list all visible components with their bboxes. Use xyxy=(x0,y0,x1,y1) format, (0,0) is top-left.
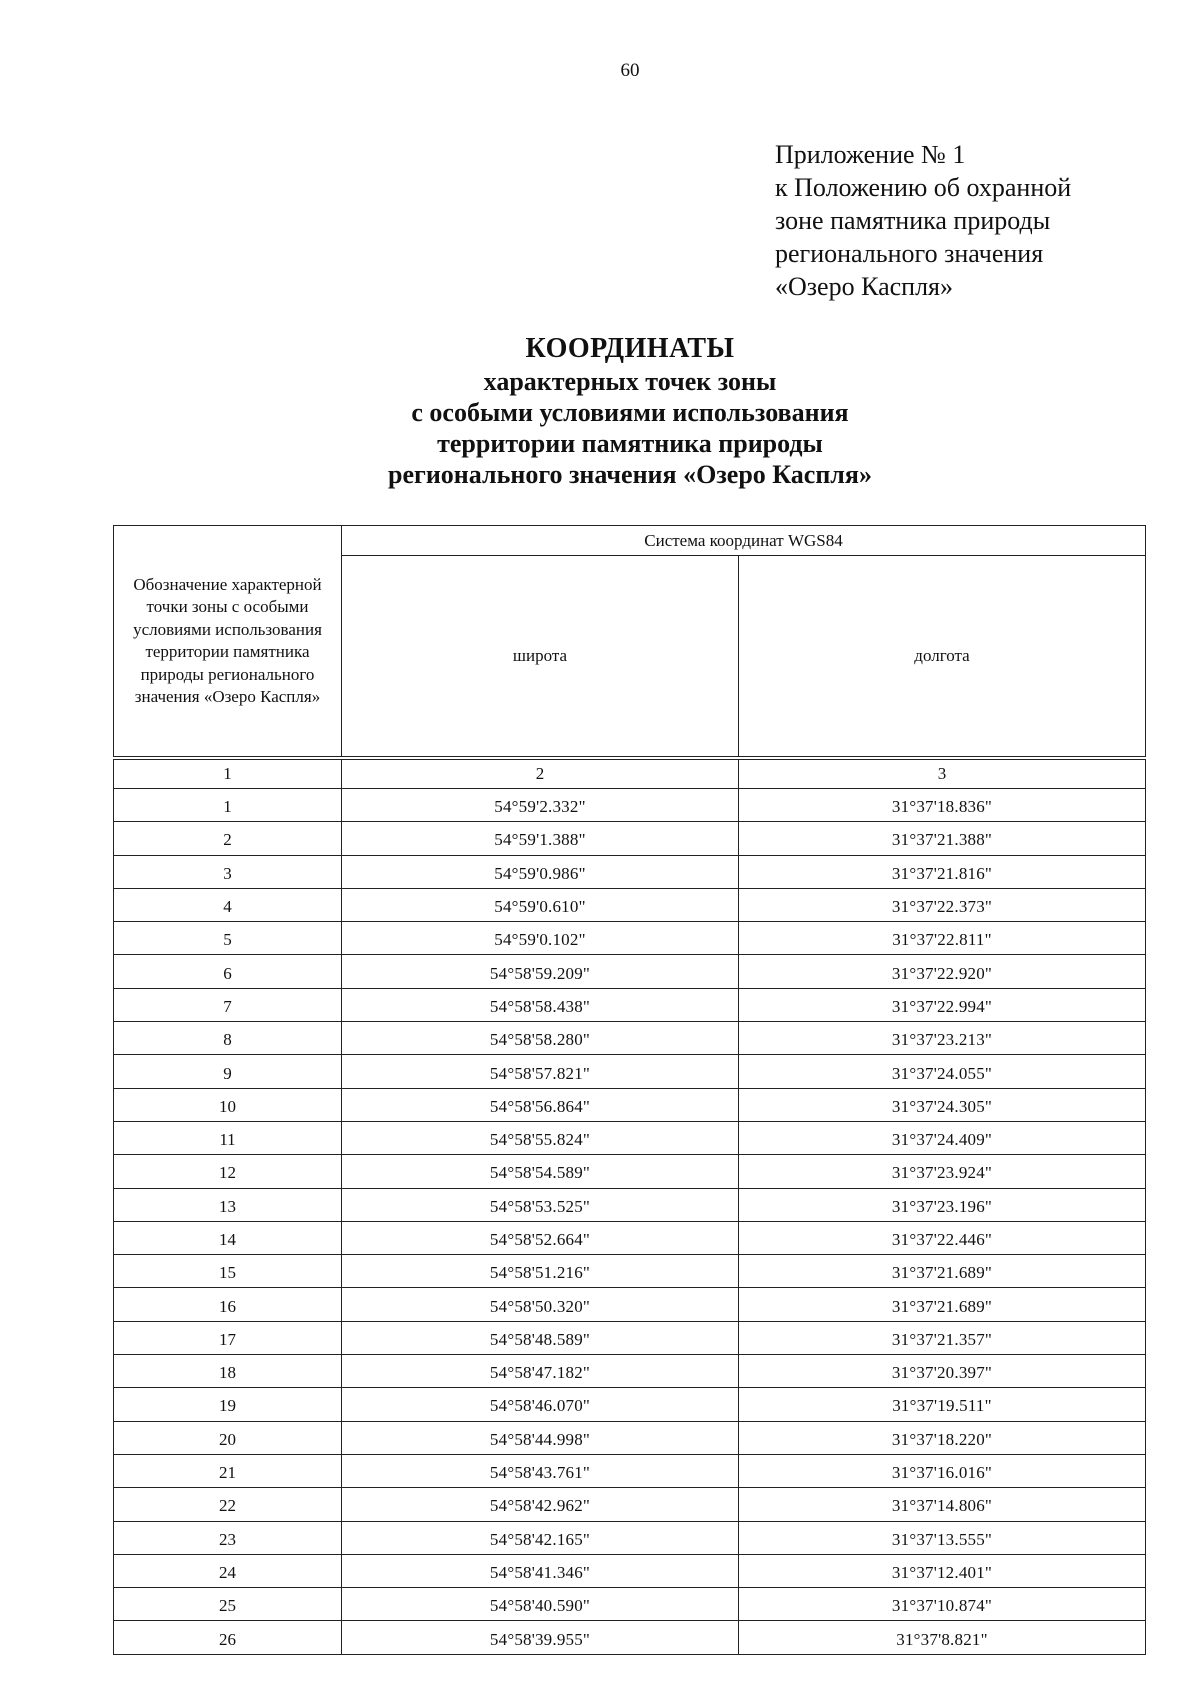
coordinates-table xyxy=(113,525,1146,1655)
longitude-value: 31°37'23.924" xyxy=(739,1155,1146,1188)
table-row xyxy=(114,1588,1146,1621)
table-row xyxy=(114,822,1146,855)
longitude-value: 31°37'13.555" xyxy=(739,1521,1146,1554)
latitude-value: 54°58'54.589" xyxy=(342,1155,739,1188)
table-row xyxy=(114,922,1146,955)
latitude-value: 54°58'58.438" xyxy=(342,988,739,1021)
longitude-value: 31°37'22.373" xyxy=(739,888,1146,921)
latitude-value: 54°58'55.824" xyxy=(342,1121,739,1154)
point-id: 6 xyxy=(114,955,342,988)
longitude-value: 31°37'18.220" xyxy=(739,1421,1146,1454)
longitude-value: 31°37'22.446" xyxy=(739,1221,1146,1254)
table-row xyxy=(114,955,1146,988)
point-id: 21 xyxy=(114,1454,342,1487)
longitude-value: 31°37'12.401" xyxy=(739,1554,1146,1587)
longitude-value: 31°37'21.388" xyxy=(739,822,1146,855)
point-id: 7 xyxy=(114,988,342,1021)
longitude-value: 31°37'21.357" xyxy=(739,1321,1146,1354)
latitude-value: 54°58'59.209" xyxy=(342,955,739,988)
point-id: 1 xyxy=(114,789,342,822)
point-id: 12 xyxy=(114,1155,342,1188)
point-id: 26 xyxy=(114,1621,342,1654)
column-number: 3 xyxy=(739,758,1146,789)
table-row xyxy=(114,1255,1146,1288)
point-id: 23 xyxy=(114,1521,342,1554)
point-id: 14 xyxy=(114,1221,342,1254)
latitude-value: 54°58'57.821" xyxy=(342,1055,739,1088)
latitude-value: 54°58'44.998" xyxy=(342,1421,739,1454)
table-row xyxy=(114,1155,1146,1188)
table-row xyxy=(114,1554,1146,1587)
point-id: 25 xyxy=(114,1588,342,1621)
header-coordinate-system: Система координат WGS84 xyxy=(342,526,1146,556)
latitude-value: 54°58'42.165" xyxy=(342,1521,739,1554)
table-row xyxy=(114,1188,1146,1221)
point-id: 17 xyxy=(114,1321,342,1354)
latitude-value: 54°58'39.955" xyxy=(342,1621,739,1654)
longitude-value: 31°37'24.409" xyxy=(739,1121,1146,1154)
point-id: 4 xyxy=(114,888,342,921)
column-number: 2 xyxy=(342,758,739,789)
point-id: 16 xyxy=(114,1288,342,1321)
point-id: 11 xyxy=(114,1121,342,1154)
point-id: 18 xyxy=(114,1355,342,1388)
latitude-value: 54°58'40.590" xyxy=(342,1588,739,1621)
header-longitude: долгота xyxy=(739,556,1146,759)
latitude-value: 54°58'48.589" xyxy=(342,1321,739,1354)
latitude-value: 54°58'53.525" xyxy=(342,1188,739,1221)
point-id: 13 xyxy=(114,1188,342,1221)
point-id: 20 xyxy=(114,1421,342,1454)
longitude-value: 31°37'22.920" xyxy=(739,955,1146,988)
point-id: 3 xyxy=(114,855,342,888)
point-id: 5 xyxy=(114,922,342,955)
table-row xyxy=(114,1621,1146,1654)
latitude-value: 54°58'50.320" xyxy=(342,1288,739,1321)
latitude-value: 54°58'41.346" xyxy=(342,1554,739,1587)
appendix-line: к Положению об охранной xyxy=(775,173,1072,202)
column-number-row xyxy=(114,758,1146,789)
longitude-value: 31°37'22.994" xyxy=(739,988,1146,1021)
table-row xyxy=(114,1521,1146,1554)
appendix-note xyxy=(775,138,1071,303)
table-row xyxy=(114,988,1146,1021)
title-line: территории памятника природы xyxy=(437,429,823,458)
point-id: 19 xyxy=(114,1388,342,1421)
latitude-value: 54°58'58.280" xyxy=(342,1022,739,1055)
longitude-value: 31°37'10.874" xyxy=(739,1588,1146,1621)
longitude-value: 31°37'8.821" xyxy=(739,1621,1146,1654)
column-number: 1 xyxy=(114,758,342,789)
longitude-value: 31°37'21.689" xyxy=(739,1255,1146,1288)
table-header-row xyxy=(114,526,1146,556)
title-line: характерных точек зоны xyxy=(483,367,777,396)
header-latitude: широта xyxy=(342,556,739,759)
title-line: с особыми условиями использования xyxy=(411,398,849,427)
point-id: 22 xyxy=(114,1488,342,1521)
page-number: 60 xyxy=(620,60,640,81)
header-point-designation: Обозначение характерной точки зоны с особыми условиями использования территории памятника природы регионального значения «Озеро Каспля» xyxy=(114,526,342,759)
table-row xyxy=(114,789,1146,822)
latitude-value: 54°58'47.182" xyxy=(342,1355,739,1388)
longitude-value: 31°37'19.511" xyxy=(739,1388,1146,1421)
point-id: 24 xyxy=(114,1554,342,1587)
longitude-value: 31°37'18.836" xyxy=(739,789,1146,822)
longitude-value: 31°37'20.397" xyxy=(739,1355,1146,1388)
latitude-value: 54°58'56.864" xyxy=(342,1088,739,1121)
table-row xyxy=(114,888,1146,921)
latitude-value: 54°59'0.610" xyxy=(342,888,739,921)
longitude-value: 31°37'23.196" xyxy=(739,1188,1146,1221)
table-row xyxy=(114,1421,1146,1454)
latitude-value: 54°58'51.216" xyxy=(342,1255,739,1288)
table-row xyxy=(114,1022,1146,1055)
latitude-value: 54°58'52.664" xyxy=(342,1221,739,1254)
longitude-value: 31°37'21.689" xyxy=(739,1288,1146,1321)
latitude-value: 54°59'0.102" xyxy=(342,922,739,955)
table-row xyxy=(114,1454,1146,1487)
appendix-line: Приложение № 1 xyxy=(775,140,966,169)
longitude-value: 31°37'14.806" xyxy=(739,1488,1146,1521)
table-row xyxy=(114,1221,1146,1254)
table-row xyxy=(114,1088,1146,1121)
longitude-value: 31°37'23.213" xyxy=(739,1022,1146,1055)
point-id: 2 xyxy=(114,822,342,855)
longitude-value: 31°37'22.811" xyxy=(739,922,1146,955)
point-id: 10 xyxy=(114,1088,342,1121)
table-row xyxy=(114,1055,1146,1088)
title-main: КООРДИНАТЫ xyxy=(525,333,735,364)
title-line: регионального значения «Озеро Каспля» xyxy=(388,460,872,489)
appendix-line: зоне памятника природы xyxy=(775,206,1051,235)
point-id: 8 xyxy=(114,1022,342,1055)
table-row xyxy=(114,1288,1146,1321)
appendix-line: регионального значения xyxy=(775,239,1044,268)
longitude-value: 31°37'16.016" xyxy=(739,1454,1146,1487)
document-title xyxy=(0,332,1200,490)
latitude-value: 54°58'46.070" xyxy=(342,1388,739,1421)
appendix-line: «Озеро Каспля» xyxy=(775,272,954,301)
longitude-value: 31°37'21.816" xyxy=(739,855,1146,888)
table-row xyxy=(114,1388,1146,1421)
latitude-value: 54°58'42.962" xyxy=(342,1488,739,1521)
latitude-value: 54°58'43.761" xyxy=(342,1454,739,1487)
table-row xyxy=(114,1321,1146,1354)
point-id: 15 xyxy=(114,1255,342,1288)
table-row xyxy=(114,1488,1146,1521)
latitude-value: 54°59'0.986" xyxy=(342,855,739,888)
table-row xyxy=(114,855,1146,888)
longitude-value: 31°37'24.055" xyxy=(739,1055,1146,1088)
longitude-value: 31°37'24.305" xyxy=(739,1088,1146,1121)
table-row xyxy=(114,1355,1146,1388)
point-id: 9 xyxy=(114,1055,342,1088)
table-row xyxy=(114,1121,1146,1154)
latitude-value: 54°59'2.332" xyxy=(342,789,739,822)
latitude-value: 54°59'1.388" xyxy=(342,822,739,855)
